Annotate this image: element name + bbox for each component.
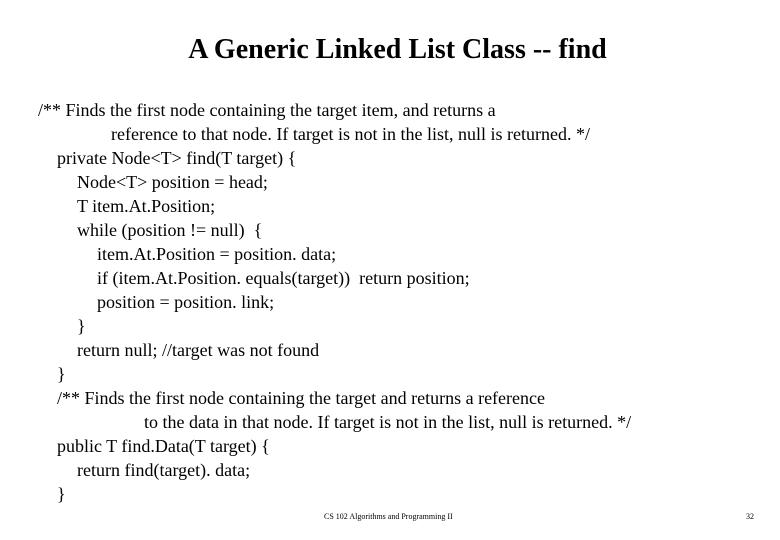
code-line-while-close: } bbox=[77, 316, 86, 336]
code-line-comment-2: /** Finds the first node containing the target and returns a reference bbox=[57, 388, 546, 408]
code-line-if-equals: if (item.At.Position. equals(target)) return position; bbox=[97, 268, 470, 288]
code-line-find-close: } bbox=[57, 364, 66, 384]
code-line-comment-1: /** Finds the first node containing the target item, and returns a bbox=[38, 100, 496, 120]
code-line-find-signature: private Node<T> find(T target) { bbox=[57, 148, 297, 168]
code-line-return-find: return find(target). data; bbox=[77, 460, 251, 480]
code-line-comment-2-cont: to the data in that node. If target is not in the list, null is returned. */ bbox=[144, 412, 632, 432]
code-line-comment-1-cont: reference to that node. If target is not in the list, null is returned. */ bbox=[111, 124, 591, 144]
slide-title: A Generic Linked List Class -- find bbox=[188, 34, 607, 65]
code-line-position-decl: Node<T> position = head; bbox=[77, 172, 268, 192]
code-line-while: while (position != null) { bbox=[77, 220, 263, 240]
code-block bbox=[0, 98, 780, 506]
code-line-return-null: return null; //target was not found bbox=[77, 340, 320, 360]
code-line-advance: position = position. link; bbox=[97, 292, 275, 312]
code-line-finddata-signature: public T find.Data(T target) { bbox=[57, 436, 270, 456]
code-line-finddata-close: } bbox=[57, 484, 66, 504]
footer-course-title: CS 102 Algorithms and Programming II bbox=[324, 512, 453, 521]
code-line-item-decl: T item.At.Position; bbox=[77, 196, 216, 216]
code-line-assign-item: item.At.Position = position. data; bbox=[97, 244, 337, 264]
footer-page-number: 32 bbox=[746, 512, 754, 521]
